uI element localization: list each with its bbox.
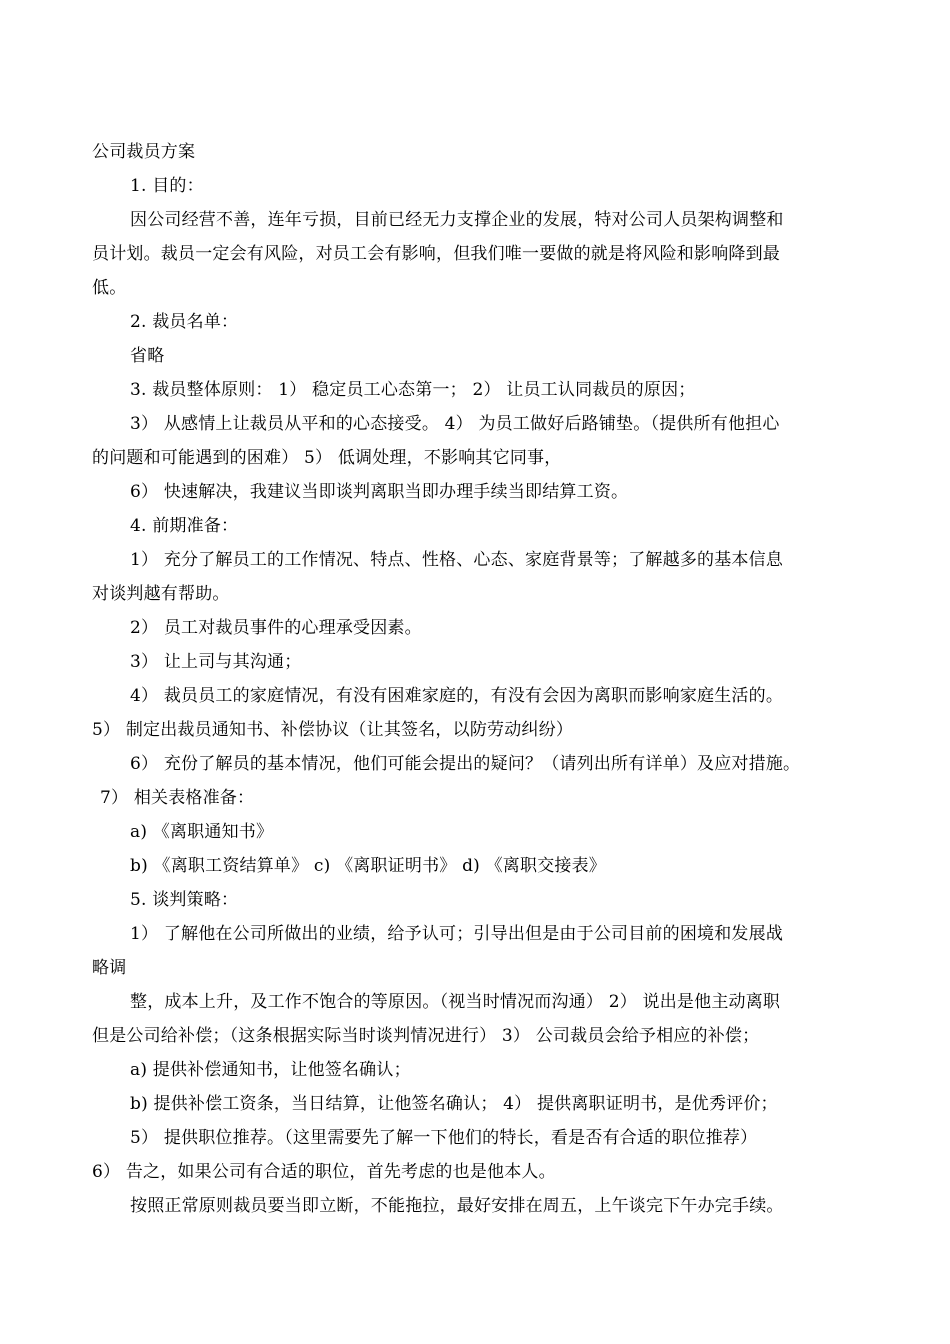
document-line: 整，成本上升，及工作不饱合的等原因。（视当时情况而沟通） 2） 说出是他主动离职 bbox=[130, 992, 781, 1012]
document-line: 5. 谈判策略： bbox=[130, 890, 239, 910]
document-line: b) 《离职工资结算单》 c) 《离职证明书》 d) 《离职交接表》 bbox=[130, 856, 607, 876]
document-line: 6） 告之，如果公司有合适的职位，首先考虑的也是他本人。 bbox=[92, 1162, 556, 1182]
document-body bbox=[92, 135, 882, 1223]
document-lines bbox=[92, 169, 882, 1223]
document-line: 5） 提供职位推荐。（这里需要先了解一下他们的特长，看是否有合适的职位推荐） bbox=[130, 1128, 758, 1148]
document-line: 略调 bbox=[92, 958, 127, 978]
document-line: 3） 从感情上让裁员从平和的心态接受。 4） 为员工做好后路铺垫。（提供所有他担心 bbox=[130, 414, 780, 434]
document-line: 5） 制定出裁员通知书、补偿协议（让其签名，以防劳动纠纷） bbox=[92, 720, 574, 740]
document-title: 公司裁员方案 bbox=[92, 142, 196, 162]
document-line: 对谈判越有帮助。 bbox=[92, 584, 230, 604]
document-line: 1） 充分了解员工的工作情况、特点、性格、心态、家庭背景等；了解越多的基本信息 bbox=[130, 550, 784, 570]
document-line: a) 《离职通知书》 bbox=[130, 822, 274, 842]
document-line: 2. 裁员名单： bbox=[130, 312, 239, 332]
document-line: 但是公司给补偿；（这条根据实际当时谈判情况进行） 3） 公司裁员会给予相应的补偿； bbox=[92, 1026, 760, 1046]
document-line: b) 提供补偿工资条，当日结算，让他签名确认； 4） 提供离职证明书，是优秀评价； bbox=[130, 1094, 778, 1114]
document-line: 2） 员工对裁员事件的心理承受因素。 bbox=[130, 618, 422, 638]
document-line: 3. 裁员整体原则： 1） 稳定员工心态第一； 2） 让员工认同裁员的原因； bbox=[130, 380, 696, 400]
document-line: 按照正常原则裁员要当即立断，不能拖拉，最好安排在周五，上午谈完下午办完手续。 bbox=[130, 1196, 784, 1216]
document-line: 1. 目的： bbox=[130, 176, 204, 196]
document-line: 因公司经营不善，连年亏损，目前已经无力支撑企业的发展，特对公司人员架构调整和 bbox=[130, 210, 784, 230]
document-line: 6） 快速解决，我建议当即谈判离职当即办理手续当即结算工资。 bbox=[130, 482, 629, 502]
document-line: 7） 相关表格准备： bbox=[100, 788, 255, 808]
document-line: a) 提供补偿通知书，让他签名确认； bbox=[130, 1060, 411, 1080]
document-line: 6） 充份了解员的基本情况，他们可能会提出的疑问？（请列出所有详单）及应对措施。 bbox=[130, 754, 801, 774]
document-line: 4. 前期准备： bbox=[130, 516, 239, 536]
document-line: 的问题和可能遇到的困难） 5） 低调处理，不影响其它同事， bbox=[92, 448, 562, 468]
document-line: 员计划。裁员一定会有风险，对员工会有影响，但我们唯一要做的就是将风险和影响降到最 bbox=[92, 244, 780, 264]
document-line: 省略 bbox=[130, 346, 165, 366]
document-line: 3） 让上司与其沟通； bbox=[130, 652, 302, 672]
document-line: 低。 bbox=[92, 278, 127, 298]
document-line: 4） 裁员员工的家庭情况，有没有困难家庭的，有没有会因为离职而影响家庭生活的。 bbox=[130, 686, 784, 706]
document-line: 1） 了解他在公司所做出的业绩，给予认可；引导出但是由于公司目前的困境和发展战 bbox=[130, 924, 784, 944]
